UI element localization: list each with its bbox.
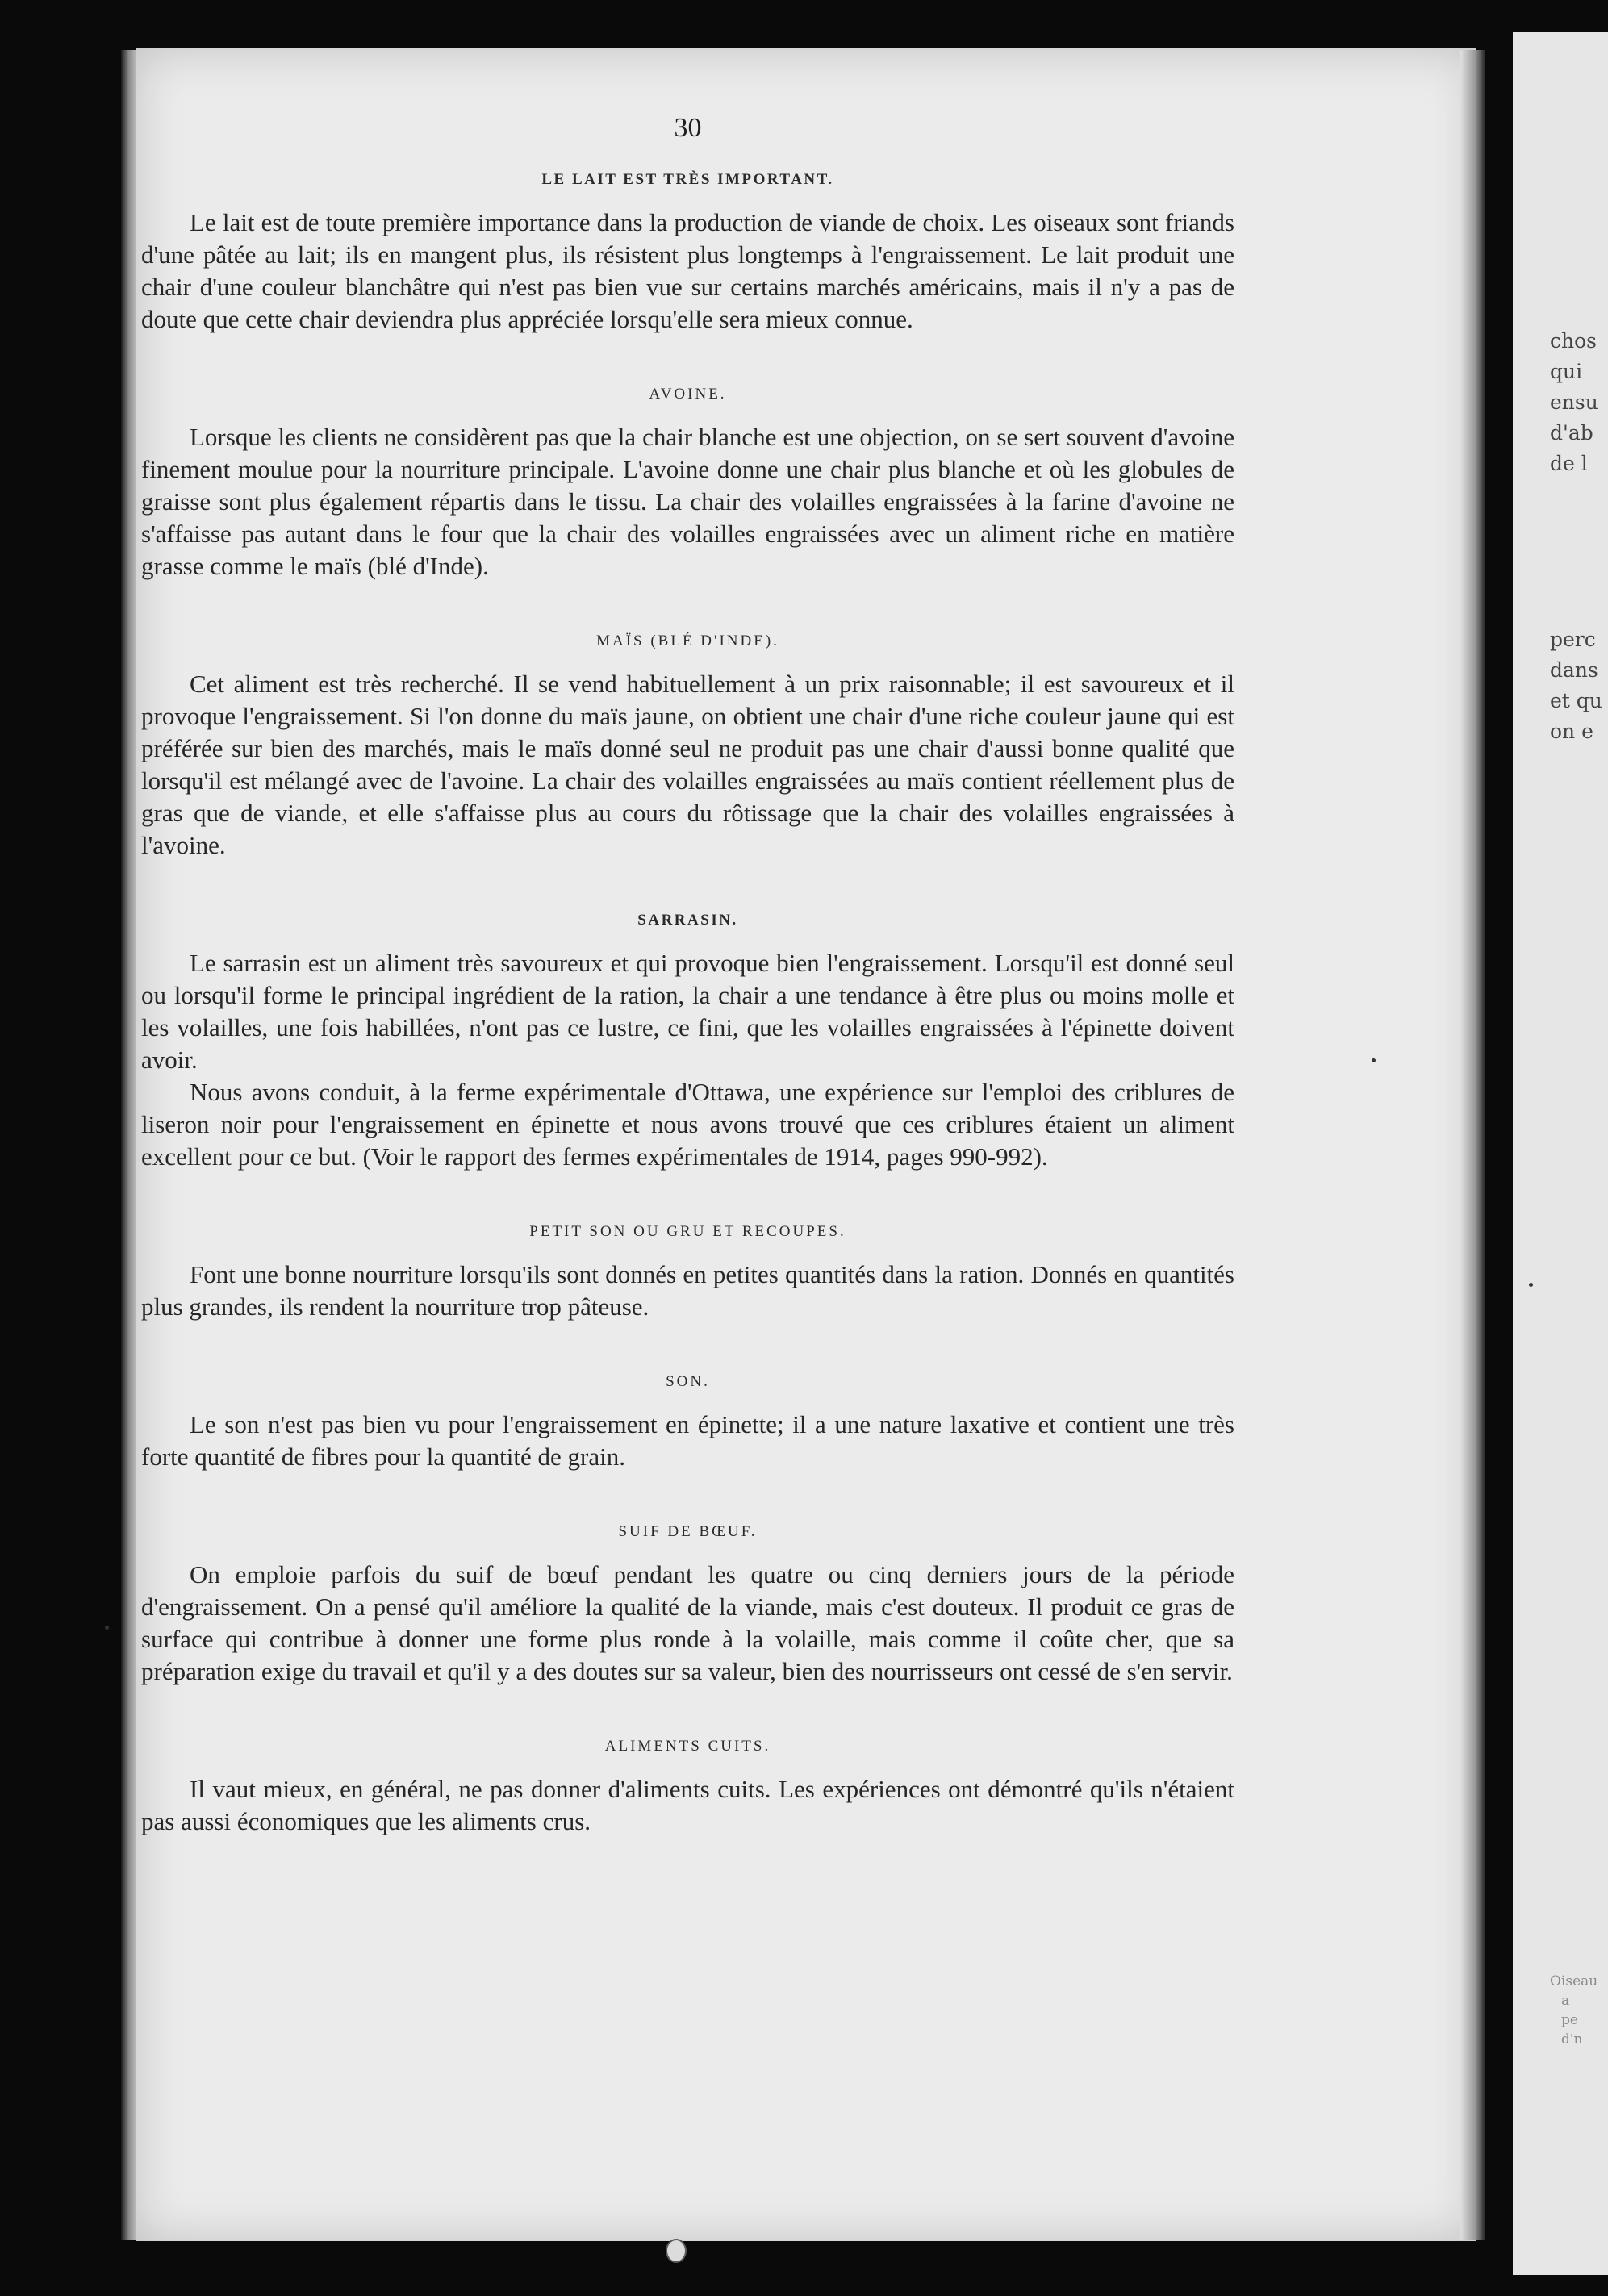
ink-speck	[105, 1626, 109, 1630]
section-mais	[141, 632, 1234, 862]
adjacent-text-fragment: Oiseau	[1550, 1973, 1598, 1989]
ink-speck	[1372, 1058, 1376, 1062]
section-aliments-cuits	[141, 1738, 1234, 1838]
adjacent-text-fragment: a	[1561, 1993, 1570, 2009]
binding-hole-mark	[666, 2239, 687, 2263]
section-avoine	[141, 386, 1234, 582]
adjacent-text-fragment: chos	[1550, 329, 1597, 353]
adjacent-text-fragment: dans	[1550, 658, 1598, 682]
paragraph: Le lait est de toute première importance dans la production de viande de choix. Les oiseaux sont friands d'une pâtée au lait; ils en mangent plus, ils résistent plus longtemps à l'engraissement. Le lait produit une chair d'une couleur blanchâtre qui n'est pas bien vue sur certains marchés américains, mais il n'y a pas de doute que cette chair deviendra plus appréciée lorsqu'elle sera mieux connue.	[141, 208, 1234, 333]
paragraph: On emploie parfois du suif de bœuf pendant les quatre ou cinq derniers jours de la période d'engraissement. On a pensé qu'il améliore la qualité de la viande, mais c'est douteux. Il produit ce gras de surface qui contribue à donner une forme plus ronde à la volaille, mais comme il coûte cher, que sa préparation exige du travail et qu'il y a des doutes sur sa valeur, bien des nourrisseurs ont cessé de s'en servir.	[141, 1560, 1234, 1685]
adjacent-text-fragment: ensu	[1550, 390, 1598, 414]
section-heading: AVOINE.	[649, 386, 727, 403]
adjacent-text-fragment: de l	[1550, 452, 1588, 475]
ink-speck	[1529, 1283, 1533, 1287]
section-heading: PETIT SON OU GRU ET RECOUPES.	[529, 1223, 846, 1240]
paragraph: Il vaut mieux, en général, ne pas donner d'aliments cuits. Les expériences ont démontré qu'ils n'étaient pas aussi économiques que les aliments crus.	[141, 1775, 1234, 1835]
section-petit-son	[141, 1223, 1234, 1323]
section-son	[141, 1373, 1234, 1473]
paragraph: Font une bonne nourriture lorsqu'ils sont donnés en petites quantités dans la ration. Donnés en quantités plus grandes, ils rendent la nourriture trop pâteuse.	[141, 1260, 1234, 1321]
adjacent-page	[1513, 32, 1608, 2275]
adjacent-text-fragment: perc	[1550, 628, 1596, 651]
paragraph: Cet aliment est très recherché. Il se vend habituellement à un prix raisonnable; il est savoureux et il provoque l'engraissement. Si l'on donne du maïs jaune, on obtient une chair d'une riche couleur jaune qui est préférée sur bien des marchés, mais le maïs donné seul ne produit pas une chair d'aussi bonne qualité que lorsqu'il est mélangé avec de l'avoine. La chair des volailles engraissées au maïs contient réellement plus de gras que de viande, et elle s'affaisse plus au cours du rôtissage que la chair des volailles engraissées à l'avoine.	[141, 670, 1234, 859]
adjacent-text-fragment: qui	[1550, 360, 1583, 383]
adjacent-text-fragment: et qu	[1550, 689, 1602, 712]
section-heading: SUIF DE BŒUF.	[618, 1523, 758, 1540]
paragraph: Le son n'est pas bien vu pour l'engraissement en épinette; il a une nature laxative et contient une très forte quantité de fibres pour la quantité de grain.	[141, 1410, 1234, 1471]
paragraph: Nous avons conduit, à la ferme expérimentale d'Ottawa, une expérience sur l'emploi des criblures de liseron noir pour l'engraissement en épinette et nous avons trouvé que ces criblures étaient un aliment excellent pour ce but. (Voir le rapport des fermes expérimentales de 1914, pages 990-992).	[141, 1078, 1234, 1171]
page-text-column	[141, 113, 1234, 1888]
section-sarrasin	[141, 912, 1234, 1173]
section-heading: SARRASIN.	[637, 912, 738, 929]
page-right-edge	[1460, 50, 1485, 2240]
adjacent-text-fragment: pe	[1561, 2012, 1578, 2028]
adjacent-text-fragment: on e	[1550, 720, 1593, 743]
section-heading: SON.	[666, 1373, 710, 1390]
adjacent-text-fragment: d'n	[1561, 2031, 1583, 2048]
page-number: 30	[674, 113, 702, 143]
section-heading: MAÏS (BLÉ D'INDE).	[596, 632, 779, 649]
paragraph: Le sarrasin est un aliment très savoureux et qui provoque bien l'engraissement. Lorsqu'il est donné seul ou lorsqu'il forme le principal ingrédient de la ration, la chair a une tendance à être plus ou moins molle et les volailles, une fois habillées, n'ont pas ce lustre, ce fini, que les volailles engraissées à l'épinette doivent avoir.	[141, 949, 1234, 1074]
adjacent-text-fragment: d'ab	[1550, 421, 1593, 445]
section-heading: LE LAIT EST TRÈS IMPORTANT.	[541, 171, 834, 188]
section-heading: ALIMENTS CUITS.	[604, 1738, 771, 1755]
section-suif	[141, 1523, 1234, 1688]
paragraph: Lorsque les clients ne considèrent pas que la chair blanche est une objection, on se sert souvent d'avoine finement moulue pour la nourriture principale. L'avoine donne une chair plus blanche et où les globules de graisse sont plus également répartis dans le tissu. La chair des volailles engraissées à la farine d'avoine ne s'affaisse pas autant dans le four que la chair des volailles engraissées avec un aliment riche en matière grasse comme le maïs (blé d'Inde).	[141, 423, 1234, 580]
section-lait	[141, 171, 1234, 336]
